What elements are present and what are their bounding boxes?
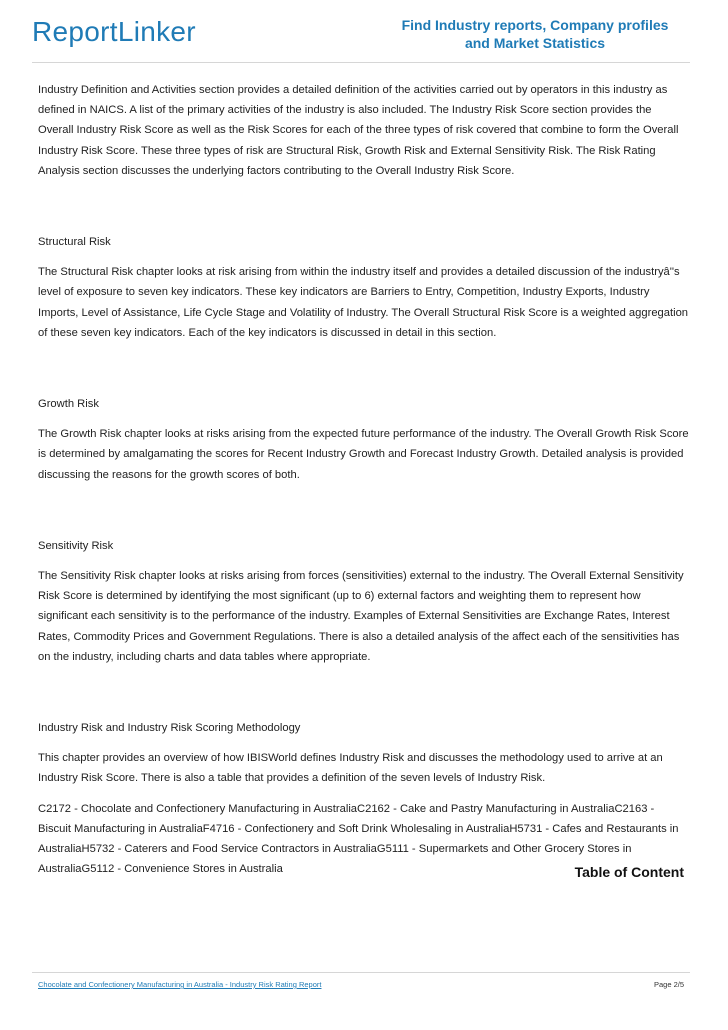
structural-risk-paragraph: The Structural Risk chapter looks at risk arising from within the industry itself and provides a detailed discussion of the industryâ''s level of exposure to seven key indicators. These key indicators are Barriers to Entry, Competition, Industry Exports, Industry Imports, Level of Assistance, Life Cycle Stage and Volatility of Industry. The Overall Structural Risk Score is a weighted aggregation of these seven key indicators. Each of the key indicators is discussed in detail in this section. (38, 266, 689, 339)
header-tagline (380, 16, 690, 52)
page-number: Page 2/5 (653, 980, 684, 989)
sensitivity-risk-heading: Sensitivity Risk (38, 539, 114, 552)
report-body (38, 80, 690, 879)
header-divider (32, 62, 690, 63)
report-title-link[interactable]: Chocolate and Confectionery Manufacturing in Australia - Industry Risk Rating Report (38, 980, 322, 989)
methodology-heading: Industry Risk and Industry Risk Scoring Methodology (38, 722, 301, 735)
reportlinker-logo[interactable]: ReportLinker (32, 16, 196, 47)
tagline-line-1: Find Industry reports, Company profiles (401, 17, 669, 33)
intro-paragraph: Industry Definition and Activities section provides a detailed definition of the activities carried out by operators in this industry as defined in NAICS. A list of the primary activities of the industry is also included. The Industry Risk Score section provides the Overall Industry Risk Score as well as the Risk Scores for each of the three types of risk covered that combine to form the Overall Industry Risk Score. These three types of risk are Structural Risk, Growth Risk and External Sensitivity Risk. The Risk Rating Analysis section discusses the underlying factors contributing to the Overall Industry Risk Score. (38, 84, 679, 177)
growth-risk-heading: Growth Risk (38, 398, 99, 411)
sensitivity-risk-paragraph: The Sensitivity Risk chapter looks at risks arising from forces (sensitivities) external to the industry. The Overall External Sensitivity Risk Score is determined by identifying the most significant (up to 6) external factors and weighting them to represent how significant each sensitivity is to the performance of the industry. Examples of External Sensitivities are Exchange Rates, Interest Rates, Commodity Prices and Government Regulations. There is also a detailed analysis of the affect each of the sensitivities has on the industry, including charts and data tables where appropriate. (38, 570, 684, 663)
structural-risk-heading: Structural Risk (38, 236, 111, 249)
methodology-paragraph: This chapter provides an overview of how IBISWorld defines Industry Risk and discusses the methodology used to arrive at an Industry Risk Score. There is also a table that provides a definition of the seven levels of Industry Risk. (38, 752, 663, 785)
table-of-content-title: Table of Content (574, 864, 684, 880)
industry-codes-paragraph: C2172 - Chocolate and Confectionery Manufacturing in AustraliaC2162 - Cake and Pastry Manufacturing in AustraliaC2163 - Biscuit Manufacturing in AustraliaF4716 - Confectionery and Soft Drink Wholesaling in AustraliaH5731 - Cafes and Restaurants in AustraliaH5732 - Caterers and Food Service Contractors in AustraliaG5111 - Supermarkets and Other Grocery Stores in AustraliaG5112 - Convenience Stores in Australia (38, 802, 679, 876)
tagline-line-2: and Market Statistics (464, 35, 606, 51)
footer-divider (32, 972, 690, 973)
growth-risk-paragraph: The Growth Risk chapter looks at risks arising from the expected future performance of the industry. The Overall Growth Risk Score is determined by amalgamating the scores for Recent Industry Growth and Forecast Industry Growth. Detailed analysis is provided discussing the reasons for the growth scores of both. (38, 428, 689, 481)
